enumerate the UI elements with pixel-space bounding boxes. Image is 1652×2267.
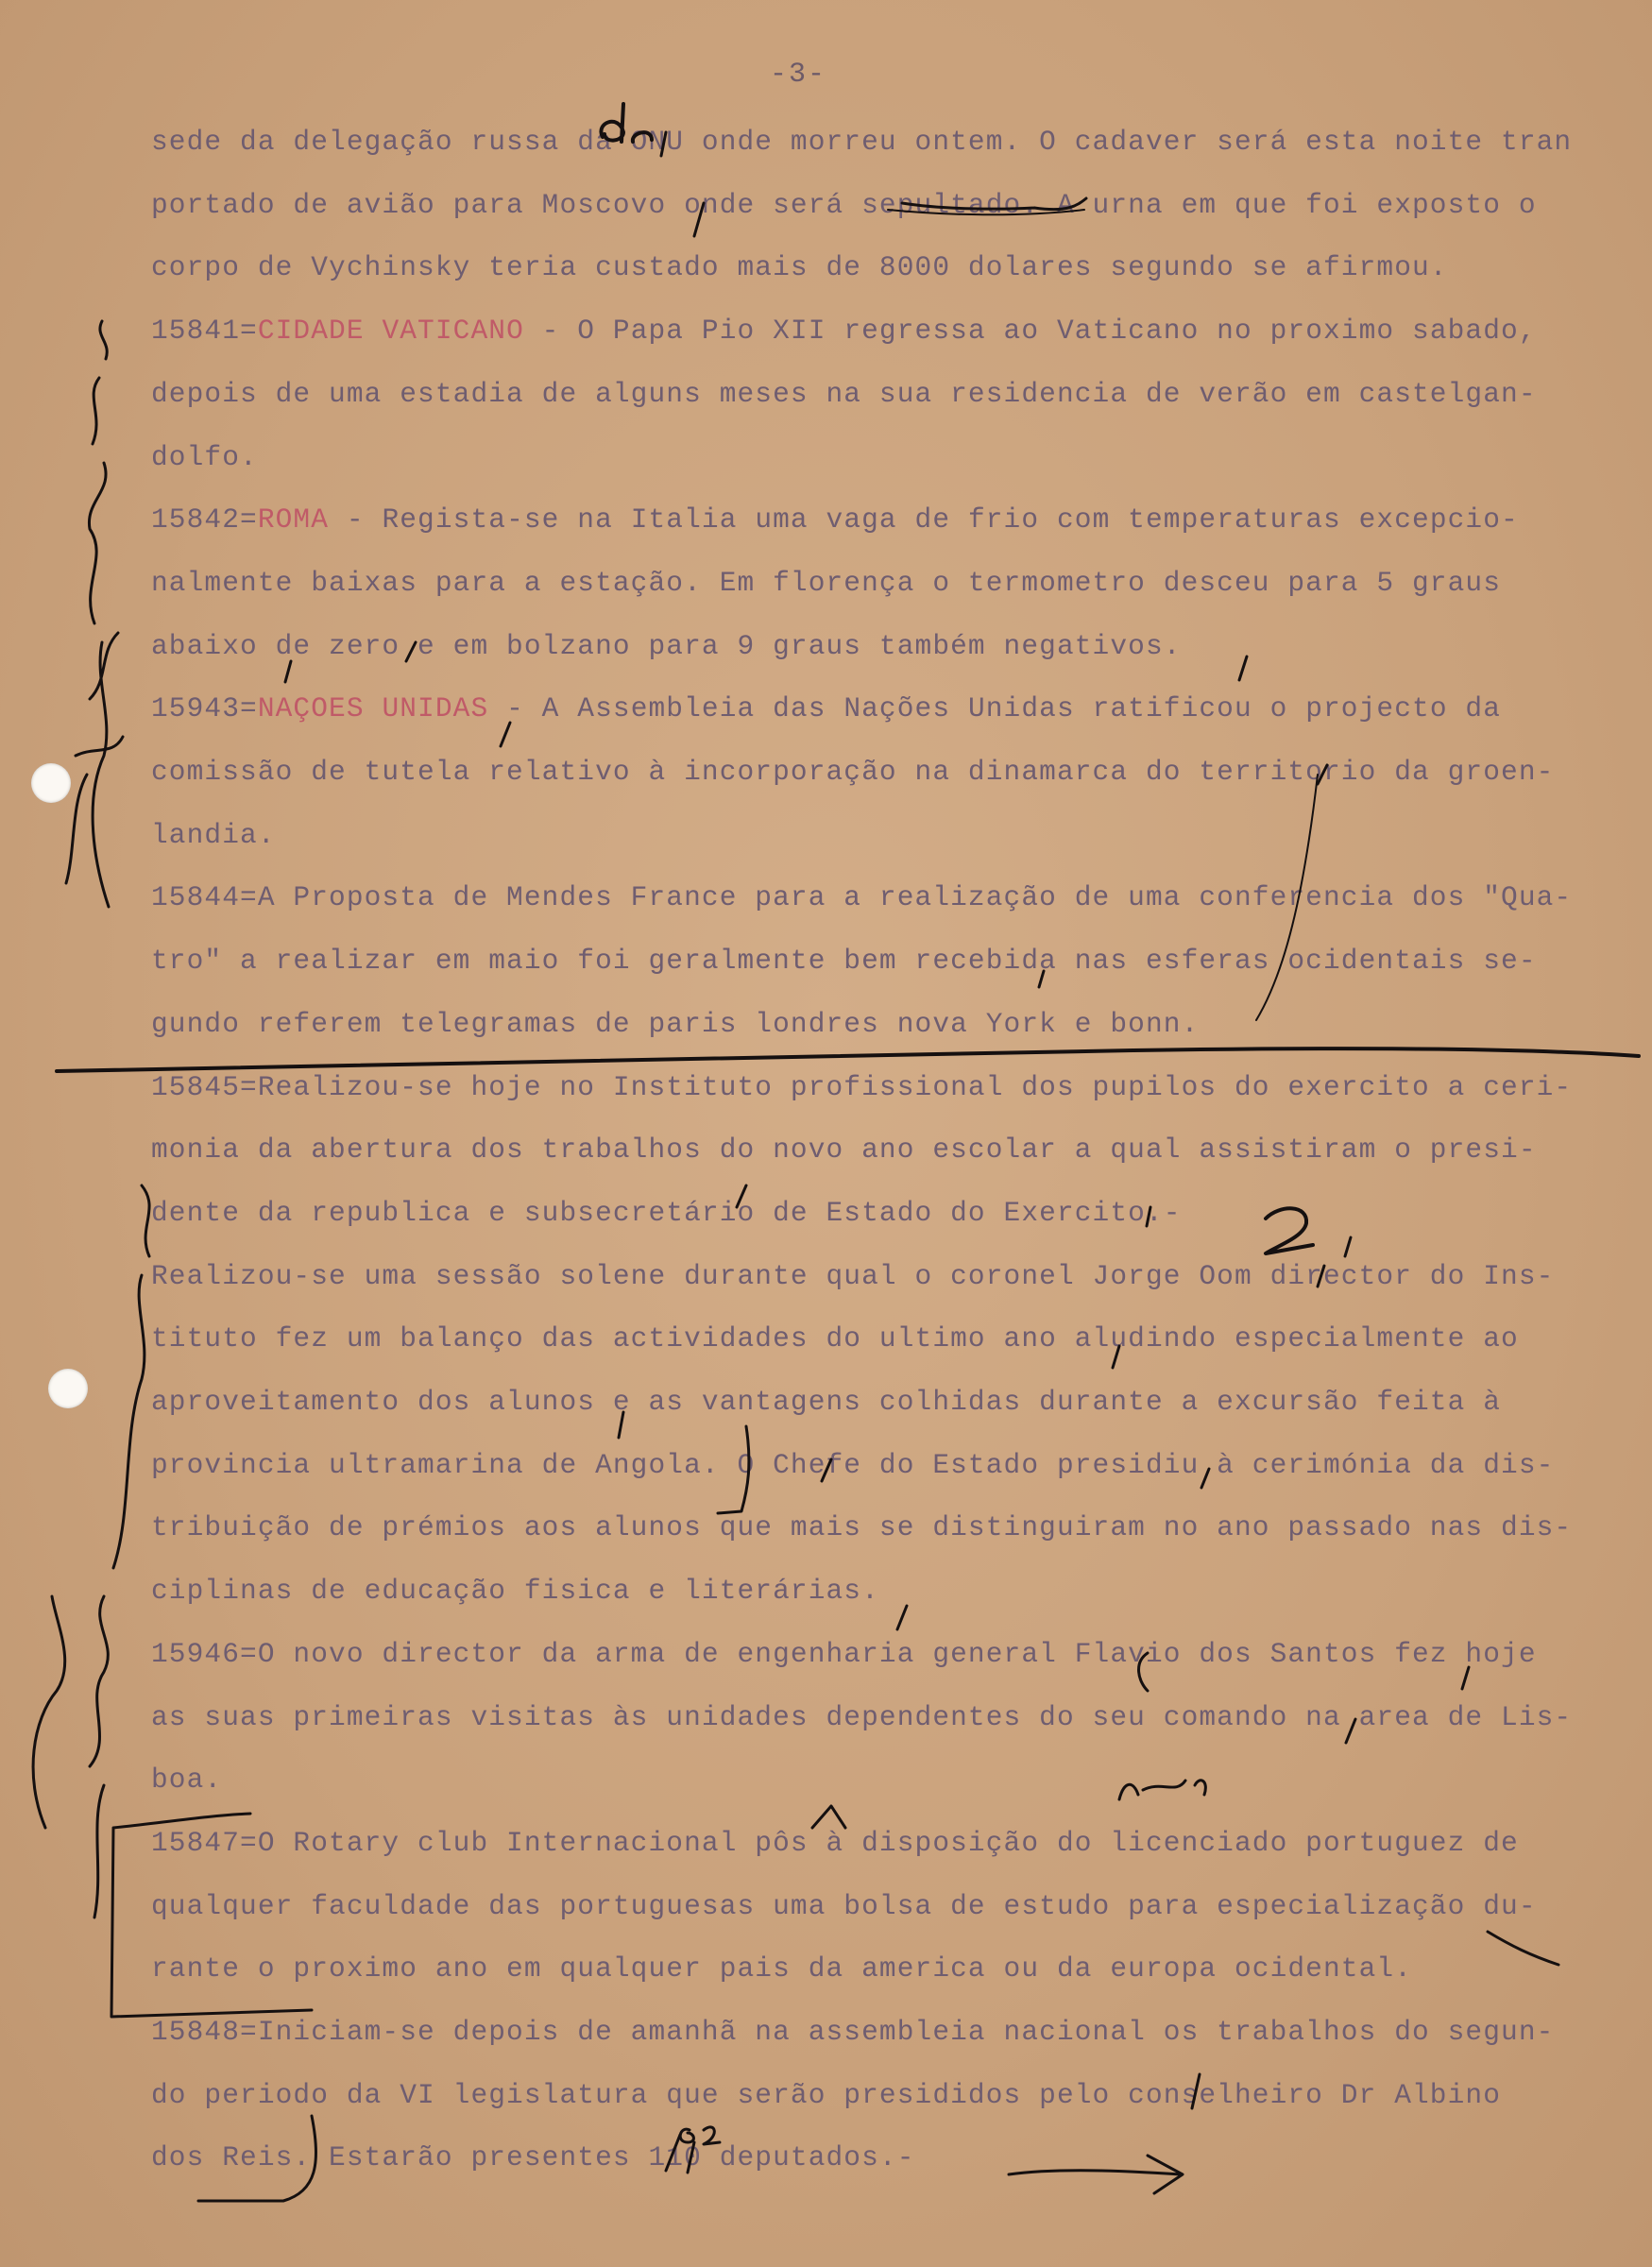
bracket-angola bbox=[718, 1426, 749, 1513]
text-span: 15844=A Proposta de Mendes France para a realização de uma conferencia dos "Qua- bbox=[151, 881, 1573, 914]
text-span: aproveitamento dos alunos e as vantagens colhidas durante a excursão feita à bbox=[151, 1386, 1502, 1418]
text-span: 15847=O Rotary club Internacional pôs à disposição do licenciado portuguez de bbox=[151, 1826, 1519, 1859]
text-span: tituto fez um balanço das actividades do ultimo ano aludindo especialmente ao bbox=[151, 1322, 1519, 1355]
insert-durga bbox=[1119, 1781, 1205, 1799]
text-span: rante o proximo ano em qualquer pais da america ou da europa ocidental. bbox=[151, 1952, 1413, 1986]
text-span: 15848=Iniciam-se depois de amanhã na assembleia nacional os trabalhos do segun- bbox=[151, 2016, 1555, 2048]
text-span: dolfo. bbox=[151, 440, 258, 473]
text-span: as suas primeiras visitas às unidades dependentes do seu comando na area de Lis- bbox=[151, 1700, 1573, 1733]
text-span: boa. bbox=[151, 1764, 223, 1797]
end-arrow bbox=[1009, 2156, 1183, 2193]
margin-signature-bottom bbox=[33, 1185, 149, 1918]
text-span: portado de avião para Moscovo onde será sepultado. A urna em que foi exposto o bbox=[151, 188, 1537, 221]
text-span: tribuição de prémios aos alunos que mais se distinguiram no ano passado nas dis- bbox=[151, 1511, 1573, 1544]
text-span: - O Papa Pio XII regressa ao Vaticano no proximo sabado, bbox=[523, 315, 1537, 348]
text-span: do periodo da VI legislatura que serão presididos pelo conselheiro Dr Albino bbox=[151, 2078, 1502, 2111]
text-span: - Regista-se na Italia uma vaga de frio com temperaturas excepcio- bbox=[329, 503, 1519, 537]
margin-signature-top bbox=[66, 321, 123, 907]
text-span: 15845=Realizou-se hoje no Instituto profissional dos pupilos do exercito a ceri- bbox=[151, 1070, 1573, 1103]
page-number: -3- bbox=[770, 59, 827, 91]
text-span: dos Reis. Estarão presentes 110 deputados.- bbox=[151, 2141, 915, 2174]
text-span: abaixo de zero e em bolzano para 9 graus também negativos. bbox=[151, 629, 1182, 662]
text-span: - A Assembleia das Nações Unidas ratificou o projecto da bbox=[488, 692, 1502, 725]
text-span: ciplinas de educação fisica e literárias. bbox=[151, 1575, 879, 1608]
text-span: nalmente baixas para a estação. Em florença o termometro desceu para 5 graus bbox=[151, 566, 1502, 599]
text-span: dente da republica e subsecretário de Estado do Exercito.- bbox=[151, 1196, 1182, 1229]
separator-line bbox=[57, 1048, 1639, 1071]
text-span: 15943= bbox=[151, 692, 258, 725]
text-span: Realizou-se uma sessão solene durante qual o coronel Jorge Oom director do Ins- bbox=[151, 1259, 1555, 1292]
text-span: qualquer faculdade das portuguesas uma bolsa de estudo para especialização du- bbox=[151, 1889, 1537, 1922]
text-span: corpo de Vychinsky teria custado mais de 8000 dolares segundo se afirmou. bbox=[151, 251, 1448, 284]
text-span: tro" a realizar em maio foi geralmente bem recebida nas esferas ocidentais se- bbox=[151, 945, 1537, 978]
dateline-place: CIDADE VATICANO bbox=[257, 315, 524, 348]
text-span: landia. bbox=[151, 818, 276, 851]
text-span: monia da abertura dos trabalhos do novo ano escolar a qual assistiram o presi- bbox=[151, 1134, 1537, 1167]
text-span: 15842= bbox=[151, 503, 258, 537]
insert-62 bbox=[680, 2127, 720, 2144]
text-span: comissão de tutela relativo à incorporação na dinamarca do territorio da groen- bbox=[151, 756, 1555, 788]
line-italia bbox=[1256, 775, 1318, 1020]
text-span: sede da delegação russa da ONU onde morreu ontem. O cadaver será esta noite tran bbox=[151, 126, 1573, 158]
dateline-place: NAÇOES UNIDAS bbox=[257, 692, 489, 725]
text-span: 15946=O novo director da arma de engenharia general Flavio dos Santos fez hoje bbox=[151, 1637, 1537, 1670]
text-span: provincia ultramarina de Angola. O Chefe do Estado presidiu à cerimónia da dis- bbox=[151, 1448, 1555, 1481]
bracket-right-bottom bbox=[198, 2116, 316, 2201]
text-span: depois de uma estadia de alguns meses na sua residencia de verão em castelgan- bbox=[151, 377, 1537, 410]
bracket-left-bottom bbox=[111, 1814, 312, 2017]
mark-2 bbox=[1266, 1208, 1313, 1253]
dateline-place: ROMA bbox=[257, 503, 330, 537]
text-span: gundo referem telegramas de paris londres nova York e bonn. bbox=[151, 1007, 1200, 1040]
insert-da bbox=[601, 104, 652, 142]
text-span: 15841= bbox=[151, 315, 258, 348]
